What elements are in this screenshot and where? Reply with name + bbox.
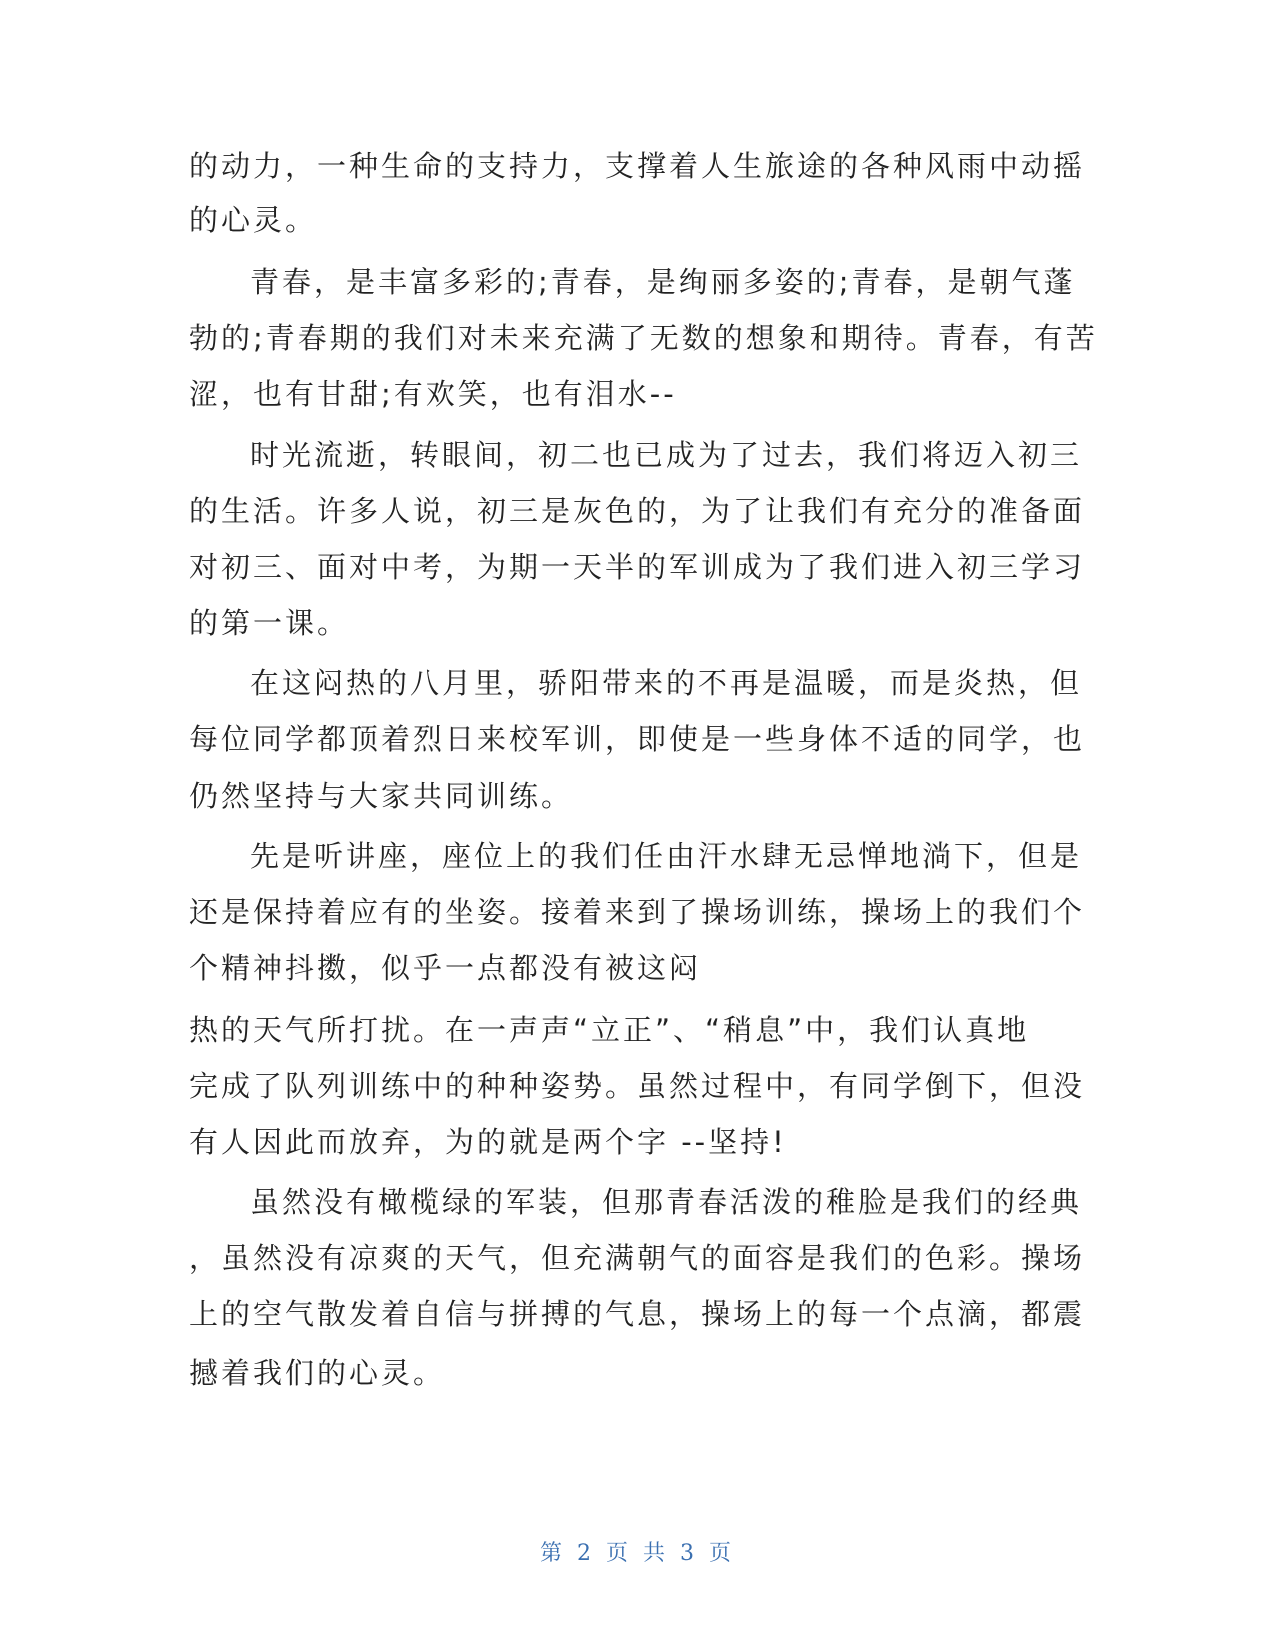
text-line: 对初三、面对中考，为期一天半的军训成为了我们进入初三学习 (189, 550, 1086, 584)
text-line: 的心灵。 (189, 203, 318, 237)
text-line: 的第一课。 (189, 606, 350, 640)
text-line: 个精神抖擞，似乎一点都没有被这闷 (189, 951, 702, 985)
paragraph-start-line: 在这闷热的八月里，骄阳带来的不再是温暖，而是炎热，但 (250, 666, 1083, 700)
text-line: 撼着我们的心灵。 (189, 1356, 446, 1390)
paragraph-start-line: 青春，是丰富多彩的;青春，是绚丽多姿的;青春，是朝气蓬 (250, 265, 1076, 299)
text-line: 的动力，一种生命的支持力，支撑着人生旅途的各种风雨中动摇 (189, 149, 1086, 183)
text-line: 勃的;青春期的我们对未来充满了无数的想象和期待。青春，有苦 (189, 321, 1098, 355)
page-number-footer: 第 2 页 共 3 页 (540, 1541, 735, 1566)
text-line: 热的天气所打扰。在一声声“立正”、“稍息”中，我们认真地 (189, 1013, 1030, 1047)
text-line: 完成了队列训练中的种种姿势。虽然过程中，有同学倒下，但没 (189, 1069, 1086, 1103)
text-line: 仍然坚持与大家共同训练。 (189, 779, 574, 813)
text-line: 还是保持着应有的坐姿。接着来到了操场训练，操场上的我们个 (189, 895, 1086, 929)
text-line: 涩，也有甘甜;有欢笑，也有泪水-- (189, 377, 677, 411)
text-line: 每位同学都顶着烈日来校军训，即使是一些身体不适的同学，也 (189, 722, 1086, 756)
paragraph-start-line: 先是听讲座，座位上的我们任由汗水肆无忌惮地淌下，但是 (250, 839, 1083, 873)
paragraph-start-line: 虽然没有橄榄绿的军装，但那青春活泼的稚脸是我们的经典 (250, 1185, 1083, 1219)
paragraph-start-line: 时光流逝，转眼间，初二也已成为了过去，我们将迈入初三 (250, 438, 1083, 472)
text-line: 的生活。许多人说，初三是灰色的，为了让我们有充分的准备面 (189, 494, 1086, 528)
text-line: ，虽然没有凉爽的天气，但充满朝气的面容是我们的色彩。操场 (189, 1241, 1086, 1275)
text-line: 有人因此而放弃，为的就是两个字 --坚持! (189, 1125, 787, 1159)
text-line: 上的空气散发着自信与拼搏的气息，操场上的每一个点滴，都震 (189, 1297, 1086, 1331)
